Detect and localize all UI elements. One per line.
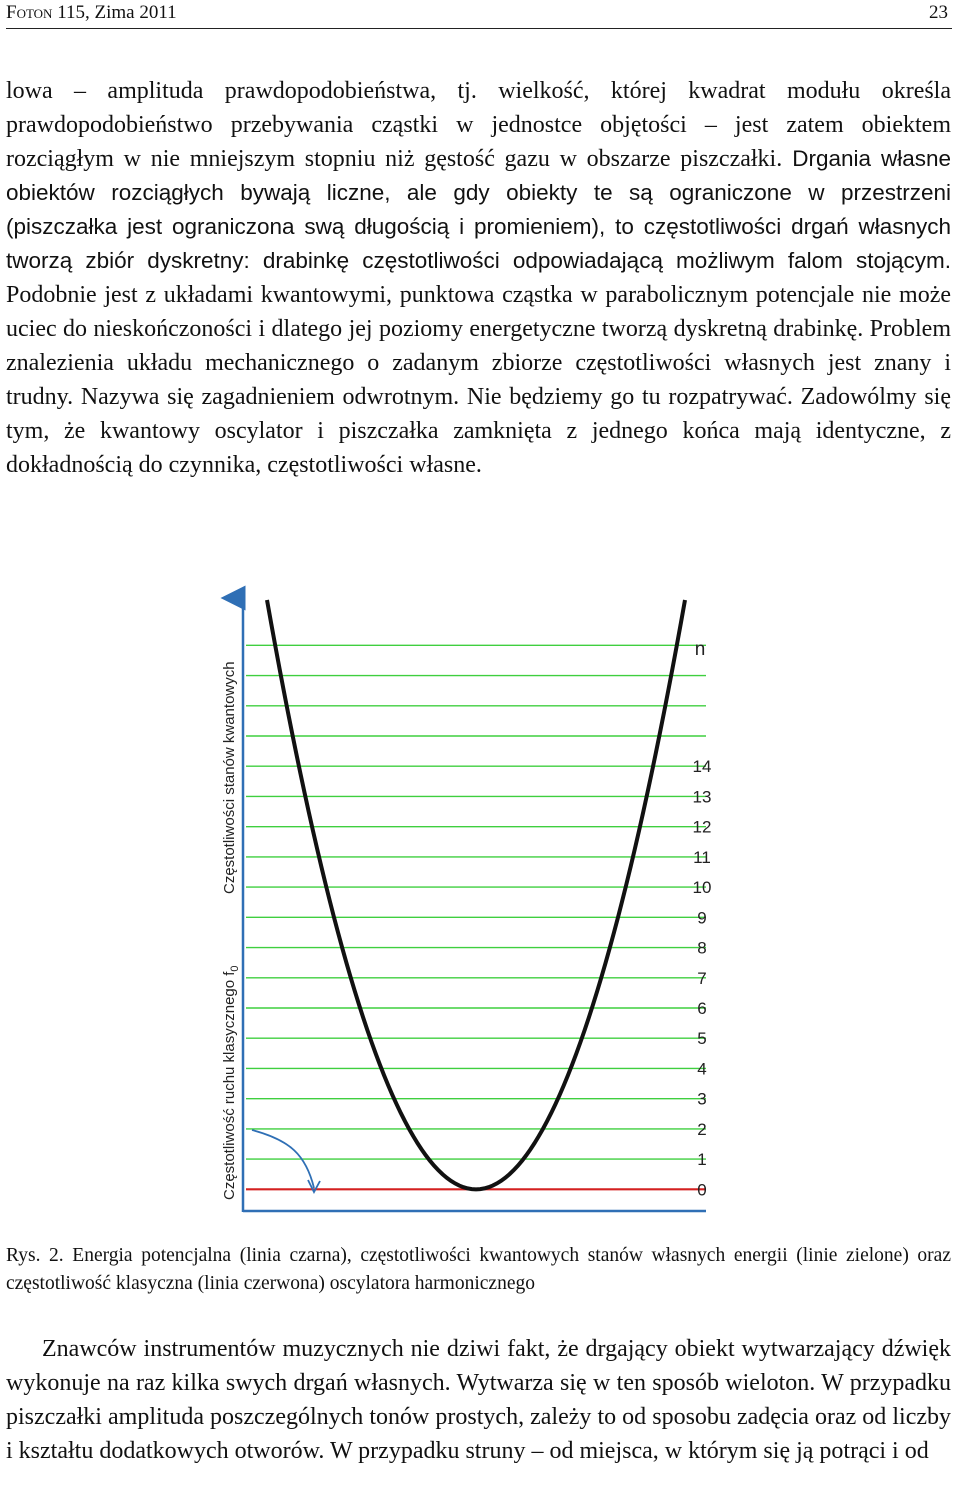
y-axis-label-classical-sub: 0 <box>229 965 241 972</box>
level-label: 1 <box>697 1150 707 1170</box>
n-label: n <box>694 639 706 660</box>
level-label: 9 <box>697 908 707 928</box>
level-label: 12 <box>692 817 712 837</box>
level-label: 6 <box>697 999 707 1018</box>
y-axis-label-quantum: Częstotliwości stanów kwantowych <box>221 661 238 894</box>
level-label: 7 <box>697 968 707 988</box>
page-header <box>6 0 952 29</box>
level-label: 2 <box>697 1119 707 1139</box>
body-paragraph-2: Znawców instrumentów muzycznych nie dziwi fakt, że drgający obiekt wytwarzający dźwięk wykonuje na raz kilka swych drgań własnych. Wytwarza się w ten sposób wieloton. W przypadku piszczałki amplituda poszczególnych tonów prostych, zależy to od sposobu zadęcia oraz od liczby i kształtu dodatkowych otworów. W przypadku struny – od miejsca, w którym się ją potrąci i od <box>6 1336 951 1464</box>
issue-info: 115, Zima 2011 <box>52 2 177 23</box>
body-paragraph-1 <box>6 74 951 482</box>
oscillator-chart <box>0 580 960 1230</box>
level-label: 5 <box>697 1029 707 1049</box>
page-number: 23 <box>929 2 948 23</box>
paragraph-1-tail: Podobnie jest z układami kwantowymi, punktowa cząstka w parabolicznym potencjale nie może uciec do nieskończoności i dlatego jej poziomy energetyczne tworzą dyskretną drabinkę. Problem znalezienia układu mechanicznego o zadanym zbiorze częstotliwości własnych jest znany i trudny. Nazywa się zagadnieniem odwrotnym. Nie będziemy go tu rozpatrywać. Zadowólmy się tym, że kwantowy oscylator i piszczałka zamknięta z jednego końca mają identyczne, z dokładnością do czynnika, częstotliwości własne. <box>6 282 951 478</box>
level-label: 10 <box>692 878 712 898</box>
paragraph-1-lead: lowa – amplituda prawdopodobieństwa, tj. wielkość, której kwadrat modułu określa prawdopodobieństwo przebywania cząstki w jednostce objętości – jest zatem obiektem rozciągłym w nie mniejszym stopniu niż gęstość gazu w obszarze piszczałki. <box>6 78 951 172</box>
level-label: 8 <box>697 938 707 958</box>
y-axis-label-classical-text: Częstotliwość ruchu klasycznego f <box>221 971 238 1200</box>
level-label: 4 <box>697 1059 707 1079</box>
level-label: 11 <box>693 847 711 867</box>
level-label-zero: 0 <box>697 1180 707 1200</box>
level-label: 13 <box>692 787 712 807</box>
y-axis-label-classical <box>221 965 241 1200</box>
figure-caption: Rys. 2. Energia potencjalna (linia czarna), częstotliwości kwantowych stanów własnych energii (linie zielone) oraz częstotliwość klasyczna (linia czerwona) oscylatora harmonicznego <box>6 1245 951 1294</box>
journal-name: Foton <box>6 2 53 23</box>
figure-2 <box>0 580 960 1230</box>
energy-levels <box>246 645 706 1159</box>
running-title <box>6 2 177 24</box>
level-label: 14 <box>692 757 712 777</box>
paragraph-1-sans-part: Drgania własne obiektów rozciągłych bywają liczne, ale gdy obiekty te są ograniczone w przestrzeni (piszczałka jest ograniczona swą długością i promieniem), to częstotliwości drgań własnych tworzą zbiór dyskretny: drabinkę częstotliwości odpowiadającą możliwym falom stojącym. <box>6 146 951 273</box>
level-label: 3 <box>697 1089 707 1109</box>
potential-energy-curve <box>267 600 685 1189</box>
